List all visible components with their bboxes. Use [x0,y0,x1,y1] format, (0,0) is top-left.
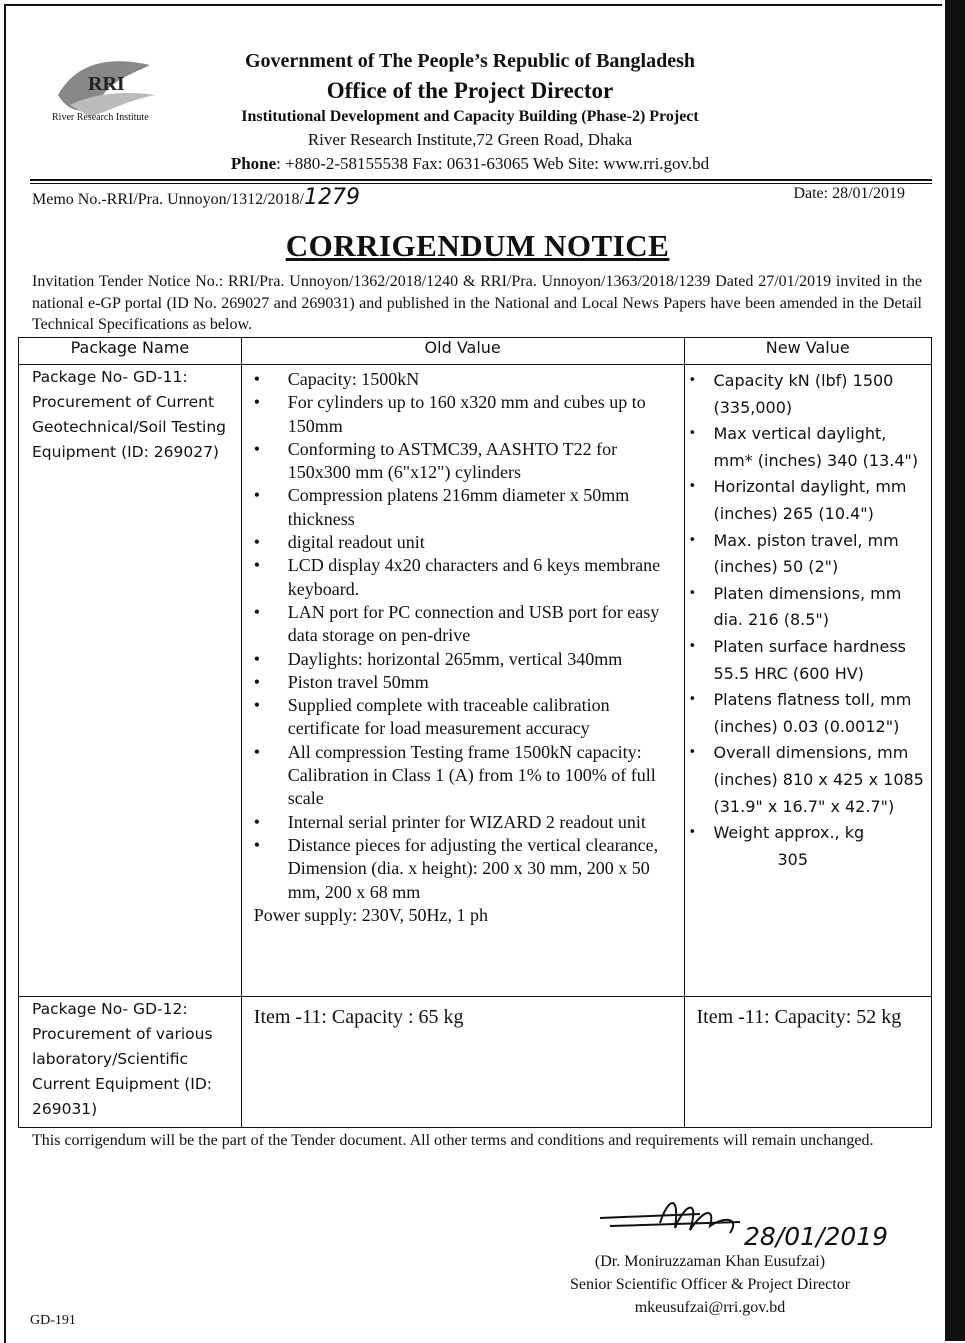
list-item: • Platen dimensions, mm dia. 216 (8.5") [689,581,928,634]
signatory-name: (Dr. Moniruzzaman Khan Eusufzai) [594,1253,826,1270]
memo-number [32,185,360,210]
svg-text:RRI: RRI [88,73,125,95]
intro-paragraph: Invitation Tender Notice No.: RRI/Pra. Unnoyon/1362/2018/1240 & RRI/Pra. Unnoyon/1363/2018/1239 Dated 27/01/2019 invited in the national e-GP portal (ID No. 269027 and 269031) and published in the National and Local News Papers have been amended in the Detail Technical Specifications as below. [32,273,922,333]
list-item: • digital readout unit [254,531,680,554]
table-row [19,997,932,1128]
list-item: • Conforming to ASTMC39, AASHTO T22 for 150x300 mm (6"x12") cylinders [254,438,680,485]
signature-date: 28/01/2019 [744,1222,889,1251]
list-item: • Horizontal daylight, mm (inches) 265 (10.4") [689,474,928,527]
list-item: • LCD display 4x20 characters and 6 keys membrane keyboard. [254,554,680,601]
logo-caption: River Research Institute [52,112,149,123]
list-item: • Capacity: 1500kN [254,368,680,391]
col-header-package: Package Name [19,338,242,365]
power-supply: Power supply: 230V, 50Hz, 1 ph [253,904,488,925]
new-value-gd12: Item -11: Capacity: 52 kg [684,997,932,1128]
phone-label: Phone [230,154,277,173]
closing-paragraph: This corrigendum will be the part of the Tender document. All other terms and conditions and requirements will remain unchanged. [32,1132,874,1149]
package-gd12: Package No- GD-12: Procurement of various laboratory/Scientific Current Equipment (ID: 269031) [19,997,242,1128]
table-row [19,365,932,997]
table-header-row [19,338,932,365]
list-item: • Piston travel 50mm [254,671,680,694]
list-item: • Supplied complete with traceable calibration certificate for load measurement accuracy [254,694,680,741]
office-line: Office of the Project Director [326,78,614,103]
memo-date: Date: 28/01/2019 [793,185,905,202]
specification-table [18,337,932,1128]
scan-edge-bar [945,0,965,1341]
contact-details: : +880-2-58155538 Fax: 0631-63065 Web Site: www.rri.gov.bd [276,154,710,173]
gov-line: Government of The People’s Republic of Bangladesh [244,50,695,72]
header-rule-thin [30,183,932,184]
list-item: • Distance pieces for adjusting the vertical clearance, Dimension (dia. x height): 200 x 30 mm, 200 x 50 mm, 200 x 68 mm [254,834,680,904]
memo-prefix: Memo No.-RRI/Pra. Unnoyon/1312/2018/ [32,191,304,208]
signatory-email: mkeusufzai@rri.gov.bd [634,1299,786,1316]
list-item: • Max. piston travel, mm (inches) 50 (2") [689,528,928,581]
list-item: • Platens flatness toll, mm (inches) 0.03 (0.0012") [689,687,928,740]
list-item: • Platen surface hardness 55.5 HRC (600 HV) [689,634,928,687]
list-item: • Weight approx., kg [689,820,928,847]
memo-handwritten-no: 1279 [304,185,360,210]
list-item: • Internal serial printer for WIZARD 2 readout unit [254,811,680,834]
old-value-gd12: Item -11: Capacity : 65 kg [241,997,684,1128]
signatory-designation: Senior Scientific Officer & Project Director [569,1276,851,1293]
contact-line [150,154,790,174]
list-item: • Capacity kN (lbf) 1500 (335,000) [689,368,928,421]
new-value-gd11 [684,365,932,997]
footer-code: GD-191 [30,1313,76,1328]
col-header-old: Old Value [241,338,684,365]
list-item: • Overall dimensions, mm (inches) 810 x 425 x 1085 (31.9" x 16.7" x 42.7") [689,740,928,820]
list-item: • LAN port for PC connection and USB port for easy data storage on pen-drive [254,601,680,648]
weight-value: 305 [777,849,809,869]
header-rule [30,179,932,181]
list-item: • For cylinders up to 160 x320 mm and cubes up to 150mm [254,391,680,438]
list-item: • Compression platens 216mm diameter x 50mm thickness [254,484,680,531]
notice-title: CORRIGENDUM NOTICE [285,228,670,263]
package-gd11: Package No- GD-11: Procurement of Current Geotechnical/Soil Testing Equipment (ID: 269027) [19,365,242,997]
project-line: Institutional Development and Capacity Building (Phase-2) Project [241,108,699,125]
list-item: • Daylights: horizontal 265mm, vertical 340mm [254,648,680,671]
list-item: • Max vertical daylight, mm* (inches) 340 (13.4") [689,421,928,474]
address-line: River Research Institute,72 Green Road, Dhaka [307,130,633,149]
col-header-new: New Value [684,338,932,365]
list-item: • All compression Testing frame 1500kN capacity: Calibration in Class 1 (A) from 1% to 100% of full scale [254,741,680,811]
old-value-gd11 [241,365,684,997]
